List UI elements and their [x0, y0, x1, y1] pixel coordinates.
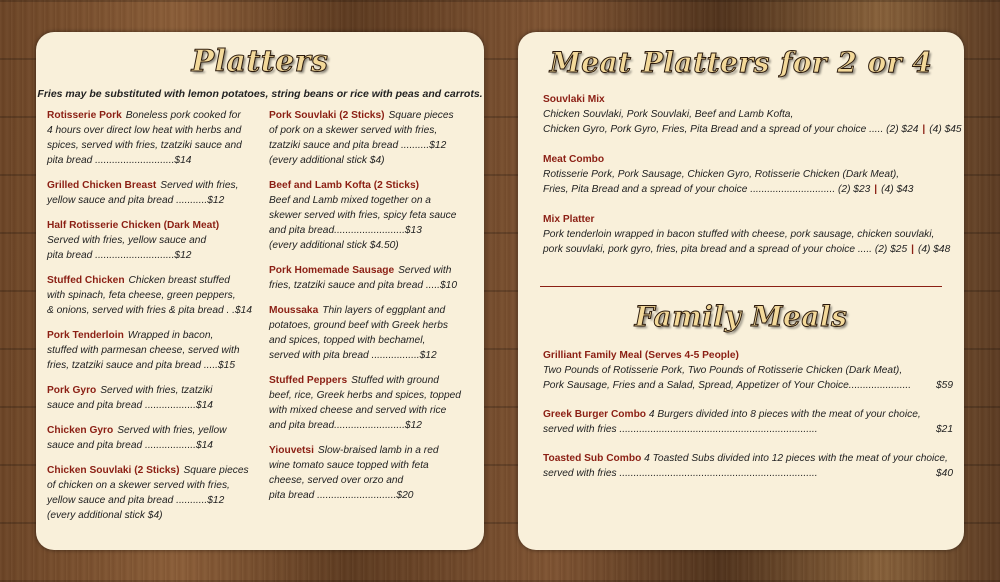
item-leader: served with fries ...................................................................... [543, 424, 818, 435]
item-description-line: of chicken on a skewer served with fries, [47, 480, 230, 491]
item-name: Pork Tenderloin [47, 330, 124, 341]
item-description: Served with fries, tzatziki [100, 385, 213, 396]
item-leader: sauce and pita bread .................. [47, 400, 196, 411]
item-description-line: Two Pounds of Rotisserie Pork, Two Pounds of Rotisserie Chicken (Dark Meat), [543, 365, 903, 376]
item-leader: sauce and pita bread .................. [47, 440, 196, 451]
item-leader: yellow sauce and pita bread ........... [47, 195, 208, 206]
section-divider [540, 286, 942, 287]
item-price: $14 [195, 440, 213, 451]
item-description-line: Pork tenderloin wrapped in bacon stuffed with cheese, pork sausage, chicken souvlaki, [543, 229, 935, 240]
item-price: $13 [404, 225, 422, 236]
item-price-line [47, 493, 253, 508]
item-name: Beef and Lamb Kofta (2 Sticks) [269, 180, 420, 191]
item-price-line [543, 422, 953, 437]
item-name: Rotisserie Pork [47, 110, 122, 121]
item-name: Grilliant Family Meal (Serves 4-5 People) [543, 350, 739, 361]
menu-item [47, 463, 253, 523]
item-price-line [47, 358, 253, 373]
item-price: $14 [235, 305, 252, 316]
item-price-line [47, 303, 253, 318]
item-leader: served with fries ...................................................................... [543, 468, 818, 479]
platters-panel [36, 32, 484, 550]
menu-item [269, 263, 475, 293]
item-description: Slow-braised lamb in a red [317, 445, 439, 456]
item-leader: Chicken Gyro, Pork Gyro, Fries, Pita Bread and a spread of your choice ..... [543, 124, 884, 135]
item-price-line [269, 278, 475, 293]
item-price-line [543, 378, 953, 393]
item-description: 4 Burgers divided into 8 pieces with the meat of your choice, [648, 409, 921, 420]
item-price-line [47, 398, 253, 413]
item-description: Stuffed with ground [351, 375, 439, 386]
item-price: $10 [440, 280, 458, 291]
item-description: Thin layers of eggplant and [322, 305, 446, 316]
item-leader: Fries, Pita Bread and a spread of your choice .............................. [543, 184, 836, 195]
item-description: Wrapped in bacon, [127, 330, 214, 341]
item-description-line: of pork on a skewer served with fries, [269, 125, 438, 136]
menu-item [543, 152, 953, 197]
item-description-line: with mixed cheese and served with rice [269, 405, 447, 416]
menu-item [269, 178, 475, 253]
menu-item [543, 407, 953, 437]
menu-item [47, 273, 253, 318]
item-description: Square pieces [388, 110, 454, 121]
item-leader: yellow sauce and pita bread ........... [47, 495, 208, 506]
item-leader: tzatziki sauce and pita bread .......... [269, 140, 430, 151]
item-description-line: beef, rice, Greek herbs and spices, topped [269, 390, 461, 401]
item-price-line [543, 242, 953, 257]
item-name: Greek Burger Combo [543, 409, 647, 420]
item-name: Meat Combo [543, 154, 605, 165]
menu-item [47, 108, 253, 168]
item-leader: pita bread ............................ [47, 155, 175, 166]
item-price: $15 [218, 360, 236, 371]
item-leader: and pita bread......................... [269, 225, 405, 236]
group-platters-panel [518, 32, 964, 550]
menu-item [269, 443, 475, 503]
item-name: Stuffed Chicken [47, 275, 125, 286]
item-description-line: cheese, served over orzo and [269, 475, 404, 486]
meat-platters-title: Meat Platters for 2 or 4 [549, 46, 933, 79]
item-description: Served with fries, yellow [117, 425, 227, 436]
platters-title: Platters [191, 44, 329, 79]
menu-item [47, 218, 253, 263]
item-description-line: and spices, topped with bechamel, [269, 335, 426, 346]
item-leader: & onions, served with fries & pita bread . . [47, 305, 235, 316]
item-heading-line [543, 348, 953, 363]
item-leader: fries, tzatziki sauce and pita bread ..... [269, 280, 441, 291]
item-name: Pork Souvlaki (2 Sticks) [269, 110, 385, 121]
item-note: (every additional stick $4) [47, 510, 163, 521]
item-price-line [269, 223, 475, 238]
item-leader: pita bread ............................ [269, 490, 397, 501]
family-meals-title: Family Meals [634, 300, 848, 333]
item-price: $12 [429, 140, 447, 151]
menu-item [47, 383, 253, 413]
item-description: Boneless pork cooked for [125, 110, 241, 121]
item-name: Grilled Chicken Breast [47, 180, 157, 191]
item-price-line [543, 182, 953, 197]
item-heading-line [543, 451, 953, 466]
menu-item [269, 303, 475, 363]
item-description: Served with [398, 265, 452, 276]
item-name: Moussaka [269, 305, 319, 316]
item-description-line: Rotisserie Pork, Pork Sausage, Chicken Gyro, Rotisserie Chicken (Dark Meat), [543, 169, 900, 180]
item-leader: and pita bread......................... [269, 420, 405, 431]
item-name: Stuffed Peppers [269, 375, 348, 386]
price-for-4: (4) $45 [929, 124, 962, 135]
item-name: Pork Homemade Sausage [269, 265, 395, 276]
item-name: Toasted Sub Combo [543, 453, 642, 464]
item-leader: served with pita bread ................. [269, 350, 420, 361]
item-description-line: skewer served with fries, spicy feta sauce [269, 210, 457, 221]
platters-note: Fries may be substituted with lemon potatoes, string beans or rice with peas and carrots. [37, 88, 483, 100]
item-name: Pork Gyro [47, 385, 97, 396]
item-note: (every additional stick $4.50) [269, 240, 399, 251]
menu-item [543, 451, 953, 481]
menu-item [47, 178, 253, 208]
price-for-4: (4) $43 [881, 184, 914, 195]
item-price-line [543, 122, 962, 137]
item-price-line [47, 438, 253, 453]
item-description-line: stuffed with parmesan cheese, served with [47, 345, 240, 356]
item-description-line: Chicken Souvlaki, Pork Souvlaki, Beef and Lamb Kofta, [543, 109, 794, 120]
item-heading-line [543, 407, 953, 422]
menu-item [47, 328, 253, 373]
item-description-line: Served with fries, yellow sauce and [47, 235, 207, 246]
price-separator: | [874, 184, 878, 195]
item-name: Chicken Souvlaki (2 Sticks) [47, 465, 180, 476]
price-for-4: (4) $48 [917, 244, 951, 255]
item-price-line [47, 248, 253, 263]
item-name: Mix Platter [543, 214, 595, 225]
item-leader: Pork Sausage, Fries and a Salad, Spread, Appetizer of Your Choice...................... [543, 380, 912, 391]
item-price: $12 [404, 420, 422, 431]
item-price-line [47, 153, 253, 168]
item-description-line: with spinach, feta cheese, green peppers, [47, 290, 236, 301]
menu-item [269, 108, 475, 168]
menu-item [543, 92, 962, 137]
platters-column-2 [269, 108, 475, 513]
item-price: $40 [936, 468, 953, 479]
item-description: Served with fries, [160, 180, 239, 191]
menu-item [269, 373, 475, 433]
item-price: $14 [195, 400, 213, 411]
item-description: 4 Toasted Subs divided into 12 pieces with the meat of your choice, [644, 453, 948, 464]
item-description-line: spices, served with fries, tzatziki sauce and [47, 140, 242, 151]
item-note: (every additional stick $4) [269, 155, 385, 166]
menu-item [47, 423, 253, 453]
item-price: $12 [207, 195, 225, 206]
item-description-line: 4 hours over direct low heat with herbs and [47, 125, 242, 136]
item-description-line: Beef and Lamb mixed together on a [269, 195, 431, 206]
item-name: Chicken Gyro [47, 425, 114, 436]
price-separator: | [911, 244, 914, 255]
item-price: $59 [936, 380, 953, 391]
item-leader: pita bread ............................ [47, 250, 175, 261]
item-price-line [269, 348, 475, 363]
item-description-line: potatoes, ground beef with Greek herbs [269, 320, 448, 331]
price-separator: | [922, 124, 926, 135]
price-for-2: (2) $24 [886, 124, 919, 135]
price-for-2: (2) $25 [874, 244, 908, 255]
item-price-line [269, 138, 475, 153]
item-name: Yiouvetsi [269, 445, 314, 456]
menu-item [543, 212, 953, 257]
item-price-line [47, 193, 253, 208]
item-description: Square pieces [183, 465, 249, 476]
item-leader: fries, tzatziki sauce and pita bread ..... [47, 360, 219, 371]
price-for-2: (2) $23 [838, 184, 871, 195]
item-description: Chicken breast stuffed [128, 275, 230, 286]
item-price-line [269, 488, 475, 503]
item-price: $12 [207, 495, 225, 506]
item-name: Half Rotisserie Chicken (Dark Meat) [47, 220, 220, 231]
platters-column-1 [47, 108, 253, 533]
item-price: $20 [396, 490, 414, 501]
item-description-line: wine tomato sauce topped with feta [269, 460, 429, 471]
item-leader: pork souvlaki, pork gyro, fries, pita bread and a spread of your choice ..... [543, 244, 872, 255]
menu-item [543, 348, 953, 393]
item-name: Souvlaki Mix [543, 94, 605, 105]
item-price: $14 [174, 155, 192, 166]
item-price: $21 [936, 424, 953, 435]
item-price-line [543, 466, 953, 481]
item-price-line [269, 418, 475, 433]
item-price: $12 [419, 350, 437, 361]
item-price: $12 [174, 250, 192, 261]
